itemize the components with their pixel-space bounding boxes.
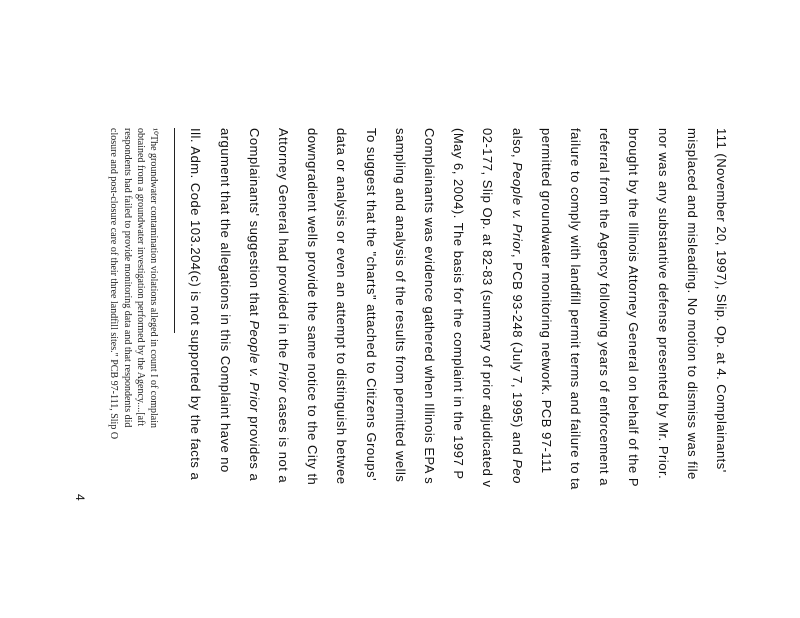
page-number: 4 [73, 494, 87, 501]
body-line: data or analysis or even an attempt to distinguish betwee [334, 128, 350, 485]
body-line: brought by the Illinois Attorney General on behalf of the P [626, 128, 642, 488]
body-line: Ill. Adm. Code 103.204(c) is not supported by the facts a [188, 128, 204, 481]
footnote-divider [174, 128, 175, 333]
body-line: 111 (November 20, 1997), Slip. Op. at 4. Complainants' [714, 128, 729, 473]
body-line: 02-177, Slip Op. at 82-83 (summary of prior adjudicated v [480, 128, 496, 488]
footnote-line: closure and post-closure care of their three landfill sites." PCB 97-111, Slip O [108, 128, 120, 440]
body-line: nor was any substantive defense presented by Mr. Prior. [655, 128, 671, 480]
body-line: failure to comply with landfill permit terms and failure to ta [568, 128, 583, 490]
body-line: permitted groundwater monitoring network. PCB 97-111 [538, 128, 554, 474]
body-line: Complainants was evidence gathered when Illinois EPA s [422, 128, 437, 485]
rotated-page-content [73, 128, 729, 618]
footnote-line: respondents had failed to provide monitoring data and that respondents did [121, 128, 133, 428]
body-line: also, People v. Prior, PCB 93-248 (July 7, 1995) and Peo [509, 128, 525, 484]
body-line: Attorney General had provided in the Prior cases is not a [276, 128, 291, 484]
body-line: (May 6, 2004). The basis for the complaint in the 1997 P [451, 128, 467, 480]
body-line: Complainants' suggestion that People v. Prior provides a [246, 128, 262, 482]
body-line: sampling and analysis of the results from permitted wells [392, 128, 408, 483]
footnote-line: obtained from a groundwater investigation performed by the Agency....[aft [134, 128, 146, 427]
body-line: referral from the Agency following years of enforcement a [597, 128, 613, 486]
body-line: argument that the allegations in this Complaint have no [217, 128, 233, 473]
body-line: misplaced and misleading. No motion to dismiss was file [684, 128, 700, 480]
body-line: downgradient wells provide the same notice to the City th [305, 128, 321, 486]
footnote-line: ¹⁰The groundwater contamination violations alleged in count I of complain [148, 128, 159, 428]
body-line: To suggest that the "charts" attached to Citizens Groups' [363, 128, 379, 482]
